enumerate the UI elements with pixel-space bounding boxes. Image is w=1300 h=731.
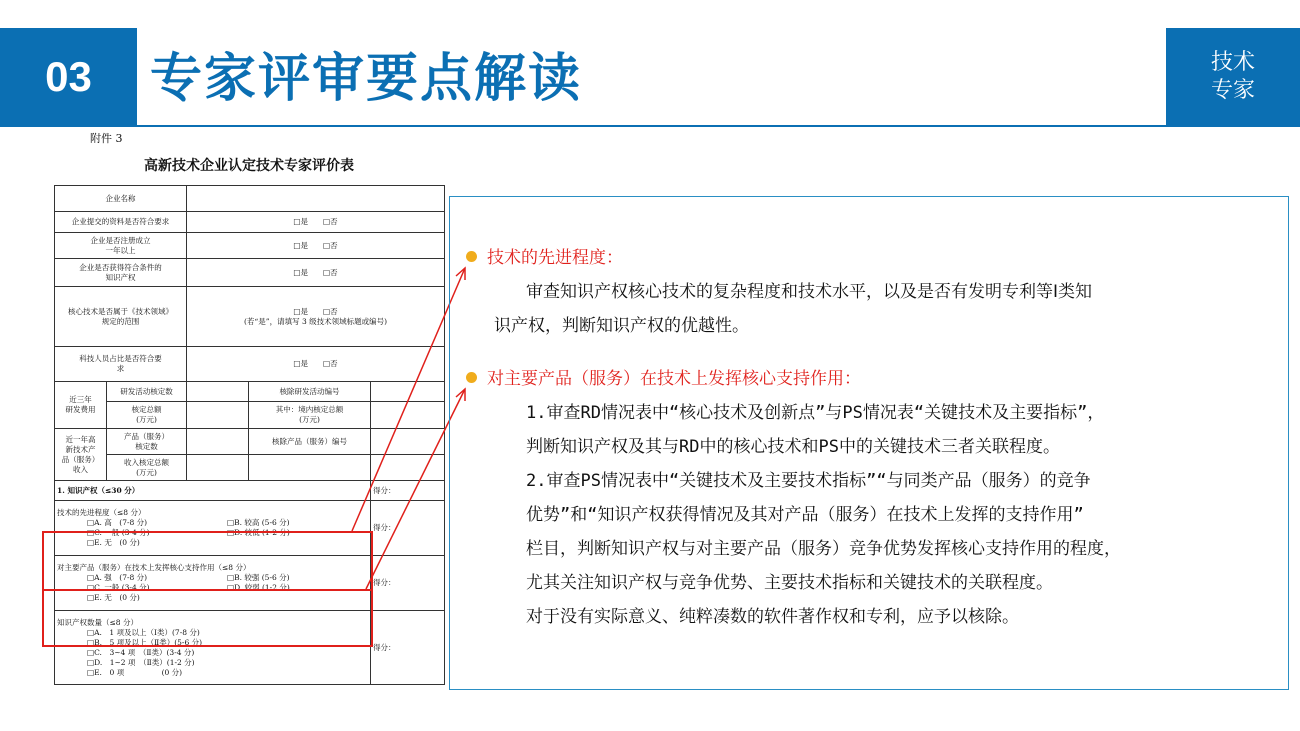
cell-text: 其中：境内核定总额 (275, 405, 344, 414)
form-cell: □是 □否 (187, 259, 445, 287)
option-text: □D. 较低 (1-2 分) (227, 528, 290, 537)
explanation-block-2 (466, 362, 1121, 634)
form-cell: 1. 知识产权（≤30 分） (55, 481, 371, 501)
form-cell: 得分： (371, 481, 445, 501)
section-number: 03 (0, 28, 137, 125)
cell-text: □是 □否 (293, 306, 338, 316)
paragraph-line: 尤其关注知识产权与竞争优势、主要技术指标和关键技术的关联程度。 (526, 573, 1053, 593)
cell-text: 核定数 (135, 441, 158, 451)
bullet-dot-icon (466, 251, 477, 262)
paragraph-line: 审查知识产权核心技术的复杂程度和技术水平，以及是否有发明专利等Ⅰ类知 (526, 282, 1093, 302)
form-cell: 得分： (371, 556, 445, 611)
form-title: 高新技术企业认定技术专家评价表 (144, 158, 354, 174)
option-line: □E. 无 (0 分) (87, 593, 140, 602)
cell-text: 技术的先进程度（≤8 分） (57, 508, 146, 517)
cell-text: 企业是否获得符合条件的 (79, 262, 162, 272)
form-cell: 核除研发活动编号 (249, 382, 371, 402)
cell-text: 产品（服务） (124, 431, 169, 441)
option-text: □A. 强 (7-8 分) (87, 573, 148, 582)
page-title: 专家评审要点解读 (150, 49, 583, 109)
cell-text: 核心技术是否属于《技术领域》 (68, 306, 173, 316)
cell-text: 收入 (73, 464, 88, 474)
bullet-heading (466, 362, 1121, 396)
option-line: □C. 3~4 项 （Ⅱ类）(3-4 分) (87, 647, 195, 657)
form-cell: □是 □否 (187, 233, 445, 259)
form-cell: 研发活动核定数 (107, 382, 187, 402)
attachment-label: 附件 3 (90, 132, 123, 145)
role-badge-line2: 专家 (1210, 77, 1255, 103)
paragraph-line: 2.审查PS情况表中“关键技术及主要技术指标”“与同类产品（服务）的竞争 (526, 471, 1091, 491)
cell-text: 一年以上 (105, 245, 136, 255)
cell-text: 核定总额 (131, 405, 162, 414)
option-text: □B. 较强 (5-6 分) (227, 573, 290, 582)
form-cell: □是 □否 (187, 212, 445, 233)
option-line: □E. 0 项 (0 分) (87, 667, 183, 677)
form-cell: 得分： (371, 611, 445, 685)
option-text: □A. 高 (7-8 分) (87, 518, 148, 527)
option-line: □D. 1~2 项 （Ⅱ类）(1-2 分) (87, 657, 195, 667)
explanation-block-1 (466, 241, 1092, 343)
option-text: □C. 一般 (3-4 分) (87, 528, 150, 537)
form-cell: 企业名称 (55, 186, 187, 212)
form-cell: 企业提交的资料是否符合要求 (55, 212, 187, 233)
form-cell: 得分： (371, 501, 445, 556)
cell-text: 近一年高 (65, 434, 96, 444)
paragraph-line: 栏目，判断知识产权与对主要产品（服务）竞争优势发挥核心支持作用的程度， (526, 539, 1121, 559)
cell-text: 求 (116, 364, 125, 373)
paragraph-line: 优势”和“知识产权获得情况及其对产品（服务）在技术上发挥的支持作用” (526, 505, 1084, 525)
cell-text: 品（服务） (61, 454, 100, 464)
bullet-text: 技术的先进程度： (487, 248, 623, 268)
paragraph-line: 1.审查RD情况表中“核心技术及创新点”与PS情况表“关键技术及主要指标”， (526, 403, 1105, 423)
option-text: □C. 一般 (3-4 分) (87, 583, 150, 592)
cell-text: 知识产权数量（≤8 分） (57, 617, 138, 627)
option-line: □B. 5 项及以上（Ⅱ类）(5-6 分) (87, 637, 203, 647)
form-cell: 核除产品（服务）编号 (249, 429, 371, 455)
paragraph-line: 对于没有实际意义、纯粹凑数的软件著作权和专利，应予以核除。 (526, 607, 1019, 627)
cell-text: 新技术产 (65, 444, 96, 454)
cell-text: (若“是”，请填写 3 级技术领域标题或编号) (243, 316, 388, 326)
option-line: □E. 无 (0 分) (87, 538, 140, 547)
paragraph-line: 判断知识产权及其与RD中的核心技术和PS中的关键技术三者关联程度。 (526, 437, 1060, 457)
cell-text: 研发费用 (65, 405, 96, 414)
cell-text: (万元) (299, 415, 320, 424)
cell-text: (万元) (136, 467, 157, 477)
option-text: □B. 较高 (5-6 分) (227, 518, 290, 527)
form-cell: □是 □否 (187, 347, 445, 382)
cell-text: 近三年 (69, 395, 92, 404)
role-badge-line1: 技术 (1210, 49, 1255, 75)
cell-text: 收入核定总额 (124, 457, 169, 467)
bullet-text: 对主要产品（服务）在技术上发挥核心支持作用： (487, 369, 861, 389)
cell-text: 规定的范围 (101, 316, 140, 326)
cell-text: 对主要产品（服务）在技术上发挥核心支持作用（≤8 分） (57, 563, 251, 572)
bullet-heading (466, 241, 1092, 275)
cell-text: 科技人员占比是否符合要 (79, 354, 162, 363)
option-text: □D. 较弱 (1-2 分) (227, 583, 290, 592)
option-line: □A. 1 项及以上（Ⅰ类）(7-8 分) (87, 627, 200, 637)
cell-text: 知识产权 (105, 272, 136, 282)
cell-text: 企业是否注册成立 (90, 235, 151, 245)
bullet-dot-icon (466, 372, 477, 383)
paragraph-line: 识产权，判断知识产权的优越性。 (494, 316, 749, 336)
cell-text: (万元) (136, 415, 157, 424)
